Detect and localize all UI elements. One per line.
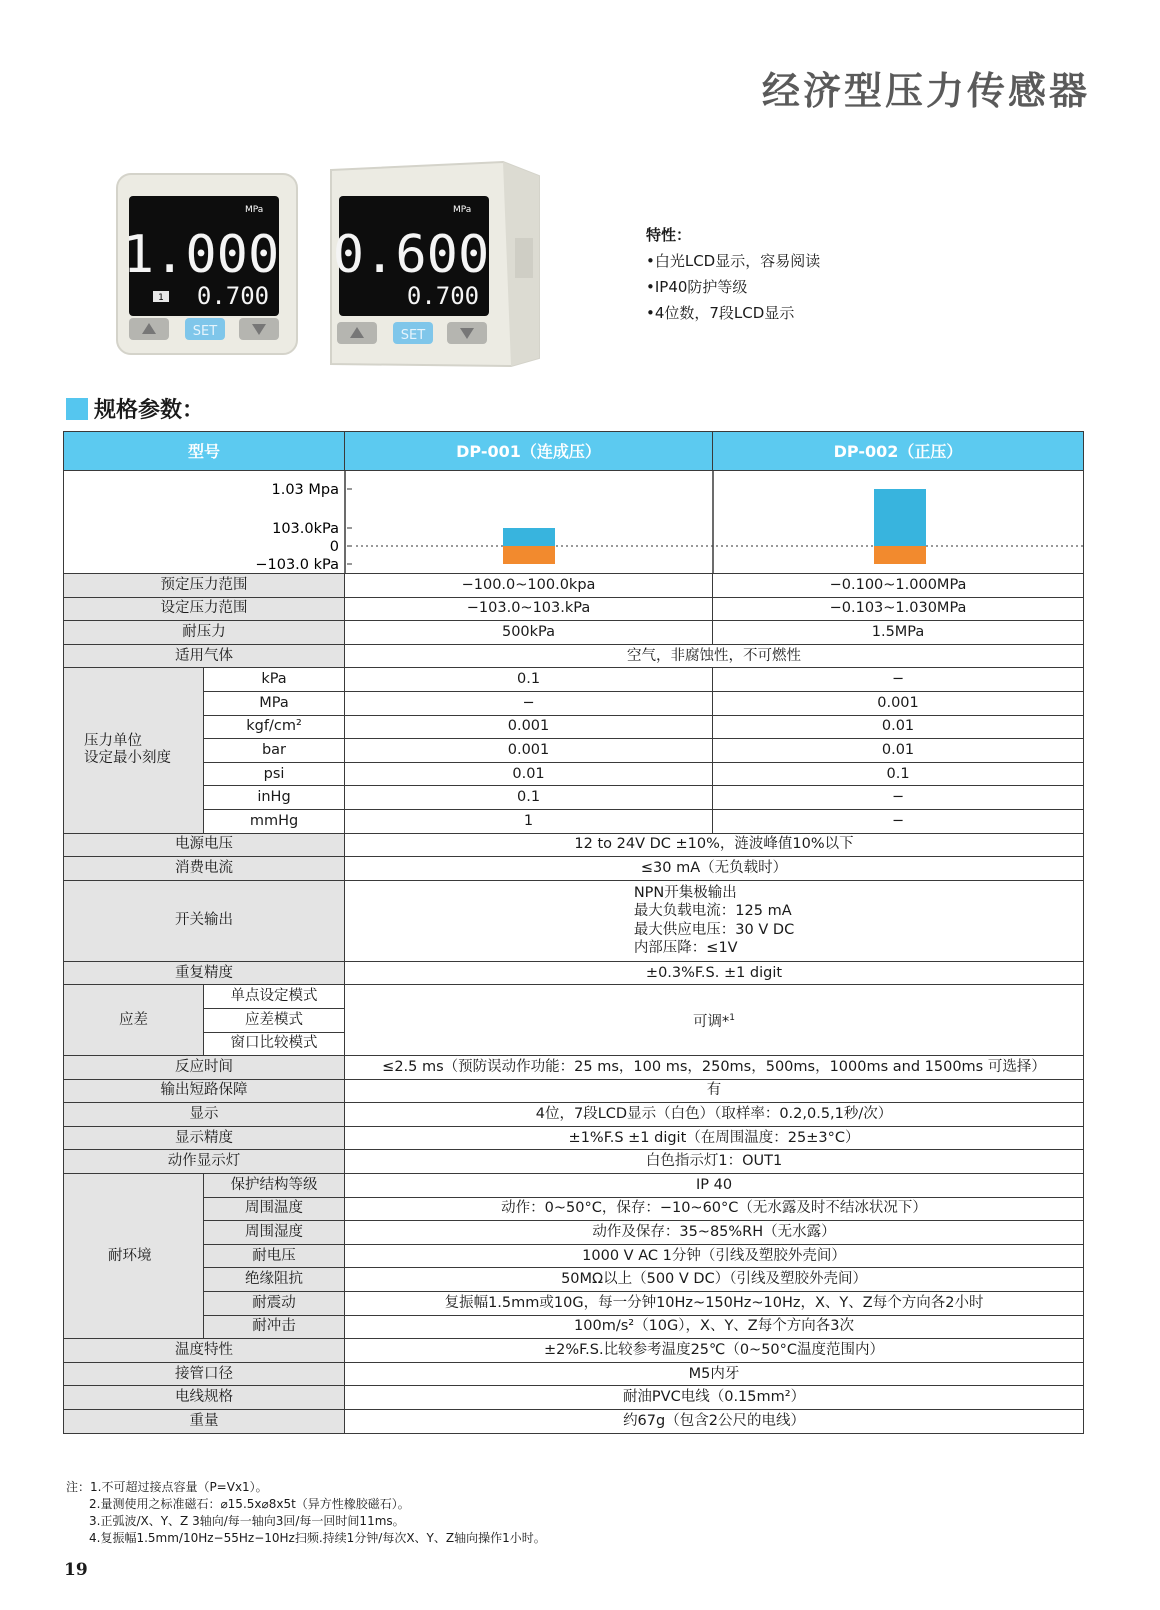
- table-header-row: [64, 432, 1084, 471]
- table-row: [64, 809, 1084, 833]
- header-model: 型号: [64, 432, 345, 471]
- unit-name: mmHg: [204, 809, 345, 833]
- row-value: 500kPa: [345, 621, 713, 645]
- row-label: 显示精度: [64, 1126, 345, 1150]
- row-value: ±2%F.S.比较参考温度25℃（0~50°C温度范围内）: [345, 1339, 1084, 1363]
- positive-range-bar: [874, 489, 926, 546]
- unit-name: kPa: [204, 668, 345, 692]
- row-value: −0.103~1.030MPa: [713, 597, 1084, 621]
- row-label: 消费电流: [64, 857, 345, 881]
- header-dp001: DP-001（连成压）: [345, 432, 713, 471]
- table-row: [64, 1244, 1084, 1268]
- row-label: 电线规格: [64, 1386, 345, 1410]
- row-value: 0.001: [345, 715, 713, 739]
- row-value: −: [713, 668, 1084, 692]
- table-row: [64, 1126, 1084, 1150]
- table-row: [64, 1197, 1084, 1221]
- row-value: 1.5MPa: [713, 621, 1084, 645]
- page-title: 经济型压力传感器: [761, 68, 1090, 113]
- table-row: [64, 786, 1084, 810]
- row-value: IP 40: [345, 1174, 1084, 1198]
- unit-group-label: 压力单位 设定最小刻度: [64, 668, 204, 833]
- hysteresis-mode: 应差模式: [204, 1008, 345, 1032]
- env-item: 耐震动: [204, 1292, 345, 1316]
- unit-name: kgf/cm²: [204, 715, 345, 739]
- row-value: −103.0~103.kPa: [345, 597, 713, 621]
- y-tick-label: 0: [329, 539, 339, 555]
- row-value: −: [713, 809, 1084, 833]
- row-value: 0.01: [713, 715, 1084, 739]
- device1-channel: 1: [158, 293, 164, 303]
- table-row: [64, 1221, 1084, 1245]
- range-chart: [64, 471, 1084, 573]
- row-value: 1000 V AC 1分钟（引线及塑胶外壳间）: [345, 1244, 1084, 1268]
- unit-name: psi: [204, 762, 345, 786]
- table-row: [64, 880, 1084, 961]
- unit-name: bar: [204, 739, 345, 763]
- table-row: [64, 857, 1084, 881]
- row-value: 0.1: [345, 668, 713, 692]
- row-label: 重复精度: [64, 961, 345, 985]
- row-value: 4位，7段LCD显示（白色）（取样率：0.2,0.5,1秒/次）: [345, 1103, 1084, 1127]
- row-label: 适用气体: [64, 644, 345, 668]
- feature-item: •IP40防护等级: [646, 278, 748, 296]
- header-dp002: DP-002（正压）: [713, 432, 1084, 471]
- row-value: 1: [345, 809, 713, 833]
- section-title-text: 规格参数：: [94, 398, 205, 423]
- section-marker: [66, 398, 88, 420]
- row-value: ≤2.5 ms（预防误动作功能：25 ms，100 ms，250ms，500ms，1000ms and 1500ms 可选择）: [345, 1056, 1084, 1080]
- hysteresis-mode: 单点设定模式: [204, 985, 345, 1009]
- row-value: 白色指示灯1：OUT1: [345, 1150, 1084, 1174]
- row-label: 动作显示灯: [64, 1150, 345, 1174]
- row-value: −: [713, 786, 1084, 810]
- row-value: −100.0~100.0kpa: [345, 574, 713, 598]
- row-label: 电源电压: [64, 833, 345, 857]
- row-value: 12 to 24V DC ±10%，涟波峰值10%以下: [345, 833, 1084, 857]
- row-value: −0.100~1.000MPa: [713, 574, 1084, 598]
- table-row: [64, 574, 1084, 598]
- device1-sub-value: 0.700: [196, 282, 270, 310]
- env-label: 耐环境: [64, 1174, 204, 1339]
- row-value: 0.001: [345, 739, 713, 763]
- row-value: 动作及保存：35~85%RH（无水露）: [345, 1221, 1084, 1245]
- row-value: 复振幅1.5mm或10G，每一分钟10Hz~150Hz~10Hz，X、Y、Z每个方向各2小时: [345, 1292, 1084, 1316]
- row-value: 0.01: [713, 739, 1084, 763]
- row-value: 动作：0~50°C，保存：−10~60°C（无水露及时不结冰状况下）: [345, 1197, 1084, 1221]
- row-label: 反应时间: [64, 1056, 345, 1080]
- table-row: [64, 715, 1084, 739]
- row-label: 显示: [64, 1103, 345, 1127]
- y-tick-label: 1.03 Mpa: [271, 482, 339, 498]
- row-label: 开关输出: [64, 880, 345, 961]
- table-row: [64, 1079, 1084, 1103]
- row-label: 温度特性: [64, 1339, 345, 1363]
- svg-text:SET: SET: [400, 328, 426, 343]
- row-value: 0.1: [345, 786, 713, 810]
- note-line: 3.正弧波/X、Y、Z 3轴向/每一轴向3回/每一回时间11ms。: [89, 1514, 405, 1528]
- table-row: [64, 1339, 1084, 1363]
- table-row: [64, 1362, 1084, 1386]
- table-row: [64, 833, 1084, 857]
- page-number: 19: [64, 1560, 88, 1580]
- svg-text:SET: SET: [192, 324, 218, 339]
- row-value: ±0.3%F.S. ±1 digit: [345, 961, 1084, 985]
- hysteresis-value: 可调*$^1$: [345, 985, 1084, 1056]
- table-row: [64, 1103, 1084, 1127]
- row-value: 0.001: [713, 691, 1084, 715]
- negative-range-bar: [874, 546, 926, 564]
- positive-range-bar: [503, 528, 555, 546]
- note-line: 2.量测使用之标准磁石：⌀15.5x⌀8x5t（异方性橡胶磁石）。: [89, 1497, 410, 1511]
- device1-unit-label: MPa: [245, 205, 264, 215]
- note-line: 4.复振幅1.5mm/10Hz−55Hz−10Hz扫频.持续1分钟/每次X、Y、Z轴向操作1小时。: [89, 1531, 546, 1545]
- row-value: 0.01: [345, 762, 713, 786]
- table-row: [64, 961, 1084, 985]
- device1-main-value: 1.000: [122, 225, 280, 285]
- row-label: 设定压力范围: [64, 597, 345, 621]
- row-label: 接管口径: [64, 1362, 345, 1386]
- footnotes: [66, 1479, 546, 1547]
- unit-name: MPa: [204, 691, 345, 715]
- table-row: [64, 1150, 1084, 1174]
- table-row: [64, 739, 1084, 763]
- row-value: 空气，非腐蚀性，不可燃性: [345, 644, 1084, 668]
- row-value: ±1%F.S ±1 digit（在周围温度：25±3°C）: [345, 1126, 1084, 1150]
- device-front-image: [115, 172, 299, 356]
- device2-sub-value: 0.700: [406, 282, 480, 310]
- device2-main-value: 0.600: [332, 225, 490, 285]
- row-value: 0.1: [713, 762, 1084, 786]
- y-tick-label: −103.0 kPa: [255, 557, 339, 573]
- features-heading: 特性：: [646, 226, 692, 244]
- table-row: [64, 1315, 1084, 1339]
- features-list: [646, 222, 820, 326]
- table-row: [64, 1410, 1084, 1434]
- switch-output-value: NPN开集极输出 最大负载电流：125 mA 最大供应电压：30 V DC 内部压降：≤1V: [345, 880, 1084, 961]
- feature-item: •4位数，7段LCD显示: [646, 304, 795, 322]
- row-value: 50MΩ以上（500 V DC）（引线及塑胶外壳间）: [345, 1268, 1084, 1292]
- row-label: 预定压力范围: [64, 574, 345, 598]
- table-row: [64, 1174, 1084, 1198]
- table-row: [64, 762, 1084, 786]
- row-value: 100m/s²（10G），X、Y、Z每个方向各3次: [345, 1315, 1084, 1339]
- env-item: 耐电压: [204, 1244, 345, 1268]
- row-value: 有: [345, 1079, 1084, 1103]
- device-angled-image: [325, 158, 545, 368]
- env-item: 周围湿度: [204, 1221, 345, 1245]
- table-row: [64, 644, 1084, 668]
- env-item: 保护结构等级: [204, 1174, 345, 1198]
- hysteresis-mode: 窗口比较模式: [204, 1032, 345, 1056]
- env-item: 绝缘阻抗: [204, 1268, 345, 1292]
- row-label: 输出短路保障: [64, 1079, 345, 1103]
- row-value: −: [345, 691, 713, 715]
- device2-unit-label: MPa: [453, 205, 472, 215]
- table-row: [64, 985, 1084, 1009]
- unit-name: inHg: [204, 786, 345, 810]
- table-row: [64, 1386, 1084, 1410]
- row-value: 耐油PVC电线（0.15mm²）: [345, 1386, 1084, 1410]
- chart-row: [64, 471, 1084, 574]
- table-row: [64, 1268, 1084, 1292]
- table-row: [64, 597, 1084, 621]
- table-row: [64, 691, 1084, 715]
- note-line: 注：1.不可超过接点容量（P=Vx1）。: [66, 1480, 268, 1494]
- spec-table: [63, 431, 1084, 1434]
- row-label: 重量: [64, 1410, 345, 1434]
- negative-range-bar: [503, 546, 555, 564]
- table-row: [64, 1056, 1084, 1080]
- row-value: 约67g（包含2公尺的电线）: [345, 1410, 1084, 1434]
- env-item: 耐冲击: [204, 1315, 345, 1339]
- row-label: 耐压力: [64, 621, 345, 645]
- feature-item: •白光LCD显示，容易阅读: [646, 252, 821, 270]
- table-row: [64, 1292, 1084, 1316]
- row-value: M5内牙: [345, 1362, 1084, 1386]
- section-title: [66, 393, 204, 424]
- env-item: 周围温度: [204, 1197, 345, 1221]
- table-row: [64, 621, 1084, 645]
- hysteresis-label: 应差: [64, 985, 204, 1056]
- y-tick-label: 103.0kPa: [272, 521, 339, 537]
- row-value: ≤30 mA（无负载时）: [345, 857, 1084, 881]
- table-row: [64, 668, 1084, 692]
